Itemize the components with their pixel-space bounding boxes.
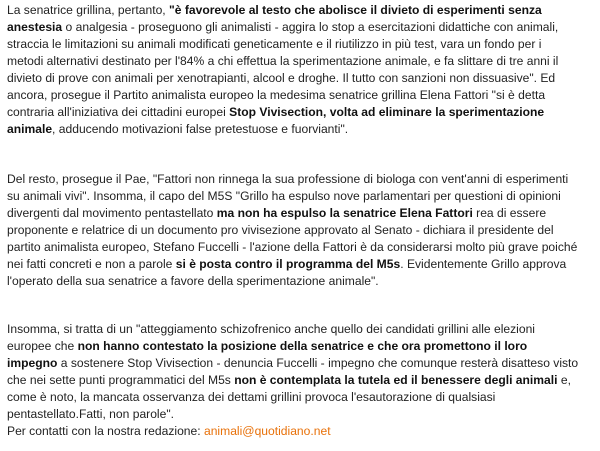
text-run: l'operato della sua senatrice a favore della sperimentazione animale".: [7, 274, 379, 288]
text-run: , adducendo motivazioni false pretestuose e fuorvianti".: [52, 122, 349, 136]
paragraph-3: [7, 321, 597, 423]
text-line: [7, 355, 597, 372]
text-line: [7, 171, 597, 188]
text-run: straccia le limitazioni su animali modificati geneticamente e il riutilizzo in più test, vara un fondo per i: [7, 37, 542, 51]
text-run: Del resto, prosegue il Pae, "Fattori non rinnega la sua professione di biologa con vent'anni di esperimenti: [7, 172, 569, 186]
text-line: [7, 121, 597, 138]
text-line: [7, 104, 597, 121]
text-line: [7, 222, 597, 239]
text-line: [7, 389, 597, 406]
text-line: [7, 87, 597, 104]
text-run: divergenti dal movimento pentastellato: [7, 206, 217, 220]
bold-text: anestesia: [7, 20, 63, 34]
bold-text: ma non ha espulso la senatrice Elena Fattori: [216, 206, 473, 220]
text-run: che nei sette punti programmatici del M5s: [7, 373, 235, 387]
text-line: [7, 239, 597, 256]
text-run: La senatrice grillina, pertanto,: [7, 3, 170, 17]
text-run: ancora, prosegue il Partito animalista europeo la medesima senatrice grillina Elena Fattori "si è detta: [7, 88, 546, 102]
text-run: . Evidentemente Grillo approva: [400, 257, 567, 271]
paragraph-2: [7, 171, 597, 290]
contact-label: Per contatti con la nostra redazione:: [7, 424, 204, 438]
contact-email-link[interactable]: animali@quotidiano.net: [203, 424, 331, 438]
text-line: [7, 273, 597, 290]
bold-text: Stop Vivisection, volta ad eliminare la sperimentazione: [229, 105, 545, 119]
text-run: a sostenere Stop Vivisection - denuncia Fuccelli - impegno che comunque resterà disatteso visto: [57, 356, 579, 370]
text-run: proponente e relatrice di un documento pro vivisezione approvato al Senato - dichiara il presidente del: [7, 223, 554, 237]
text-run: contraria all'iniziativa dei cittadini europei: [7, 105, 230, 119]
bold-text: "è favorevole al testo che abolisce il divieto di esperimenti senza: [169, 3, 542, 17]
bold-text: animale: [7, 122, 53, 136]
bold-text: non è contemplata la tutela ed il benessere degli animali: [234, 373, 558, 387]
text-line: [7, 205, 597, 222]
text-line: [7, 36, 597, 53]
text-run: o analgesia - proseguono gli animalisti - aggira lo stop a esercitazioni didattiche con animali,: [62, 20, 559, 34]
text-line: [7, 70, 597, 87]
text-line: [7, 256, 597, 273]
text-line: [7, 338, 597, 355]
text-run: europee che: [7, 339, 78, 353]
contact-line: [7, 423, 597, 440]
text-run: rea di essere: [472, 206, 547, 220]
text-line: [7, 19, 597, 36]
text-line: [7, 2, 597, 19]
text-run: partito animalista europeo, Stefano Fuccelli - l'azione della Fattori è da considerarsi molto più grave poiché: [7, 240, 578, 254]
text-run: e,: [557, 373, 571, 387]
text-line: [7, 406, 597, 423]
text-run: metodi alternativi destinato per l'84% a chi effettua la sperimentazione animale, e fa slittare di tre anni il: [7, 54, 559, 68]
text-run: Insomma, si tratta di un "atteggiamento schizofrenico anche quello dei candidati grillini alle elezioni: [7, 322, 535, 336]
text-line: [7, 53, 597, 70]
text-run: pentastellato.Fatti, non parole".: [7, 407, 174, 421]
bold-text: impegno: [7, 356, 58, 370]
text-run: divieto di prove con animali per xenotrapianti, alcool e droghe. Il tutto con sanzioni non dissuasive". Ed: [7, 71, 556, 85]
text-line: [7, 321, 597, 338]
text-run: nei fatti concreti e non a parole: [7, 257, 176, 271]
text-run: su animali vivi". Insomma, il capo del M5S "Grillo ha espulso nove parlamentari per questioni di opinioni: [7, 189, 561, 203]
text-line: [7, 188, 597, 205]
text-run: come è noto, la mancata osservanza dei dettami grillini provoca l'esautorazione di qualsiasi: [7, 390, 496, 404]
paragraph-1: [7, 2, 597, 138]
bold-text: non hanno contestato la posizione della senatrice e che ora promettono il loro: [77, 339, 528, 353]
text-line: [7, 372, 597, 389]
bold-text: si è posta contro il programma del M5s: [175, 257, 401, 271]
